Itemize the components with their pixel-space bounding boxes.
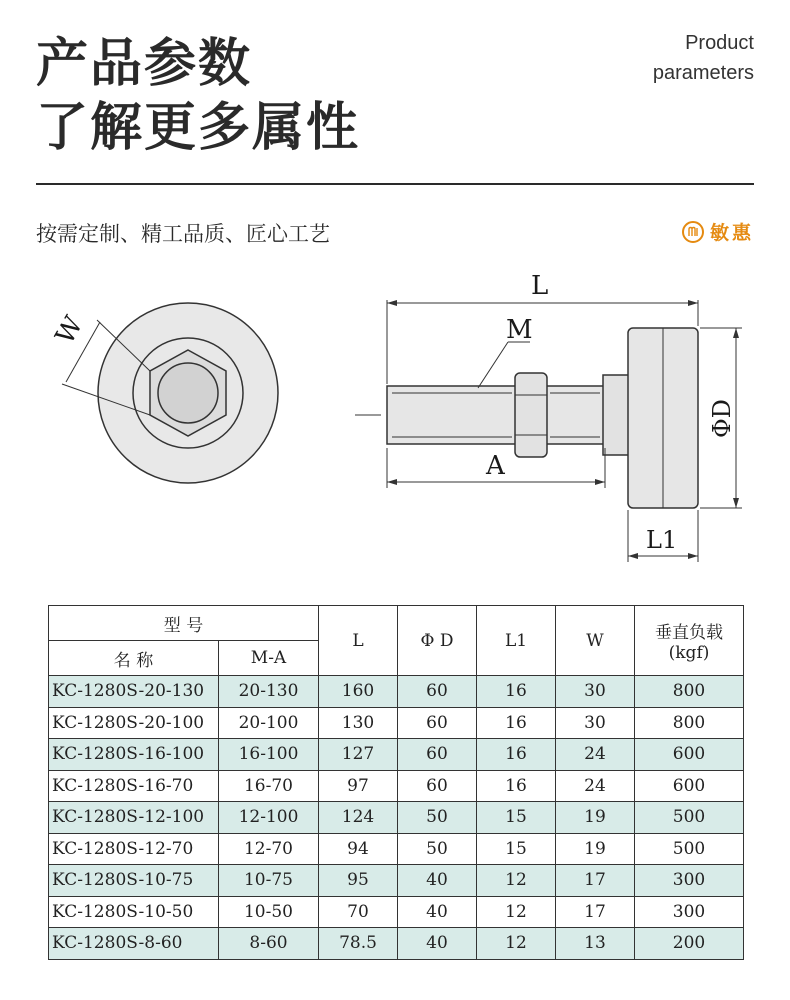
cell-name: KC-1280S-12-100 — [49, 802, 219, 834]
cell-ma: 10-50 — [219, 896, 319, 928]
cell-d: 60 — [398, 739, 477, 771]
page-title-line1: 产品参数 — [36, 34, 253, 94]
cell-l1: 12 — [477, 865, 556, 897]
cell-name: KC-1280S-16-100 — [49, 739, 219, 771]
brand-logo-icon — [682, 221, 704, 243]
label-m: M — [506, 315, 533, 345]
cell-w: 30 — [556, 707, 635, 739]
cell-load: 600 — [635, 739, 744, 771]
table-row — [49, 676, 744, 708]
cell-w: 30 — [556, 676, 635, 708]
header-divider — [36, 183, 754, 185]
side-view — [355, 271, 742, 562]
header-l1: L1 — [477, 606, 556, 676]
cell-ma: 12-100 — [219, 802, 319, 834]
cell-ma: 8-60 — [219, 928, 319, 960]
cell-w: 13 — [556, 928, 635, 960]
header-l: L — [319, 606, 398, 676]
cell-w: 19 — [556, 833, 635, 865]
header-ma: M-A — [219, 641, 319, 676]
product-diagram — [0, 260, 790, 580]
cell-w: 17 — [556, 865, 635, 897]
cell-l1: 15 — [477, 802, 556, 834]
cell-d: 60 — [398, 707, 477, 739]
label-a: A — [486, 451, 505, 481]
cell-load: 300 — [635, 896, 744, 928]
cell-l: 97 — [319, 770, 398, 802]
cell-load: 300 — [635, 865, 744, 897]
cell-l1: 12 — [477, 928, 556, 960]
cell-l: 160 — [319, 676, 398, 708]
header-load-line1: 垂直负载 — [655, 623, 723, 643]
header-name: 名 称 — [49, 641, 219, 676]
cell-load: 800 — [635, 676, 744, 708]
spec-table — [48, 605, 744, 960]
cell-l1: 12 — [477, 896, 556, 928]
brand — [682, 218, 754, 245]
cell-d: 60 — [398, 770, 477, 802]
cell-ma: 20-100 — [219, 707, 319, 739]
label-l: L — [531, 271, 549, 301]
cell-ma: 10-75 — [219, 865, 319, 897]
cell-name: KC-1280S-20-130 — [49, 676, 219, 708]
cell-d: 50 — [398, 802, 477, 834]
end-view — [50, 303, 278, 483]
subtitle: 按需定制、精工品质、匠心工艺 — [36, 222, 330, 246]
cell-l1: 16 — [477, 676, 556, 708]
cell-d: 40 — [398, 896, 477, 928]
header-d: Φ D — [398, 606, 477, 676]
page-title — [36, 32, 360, 160]
cell-l1: 16 — [477, 770, 556, 802]
cell-l: 130 — [319, 707, 398, 739]
table-row — [49, 833, 744, 865]
cell-name: KC-1280S-20-100 — [49, 707, 219, 739]
cell-l: 94 — [319, 833, 398, 865]
hex-nut — [515, 373, 547, 457]
page-title-english-line1: Product — [685, 32, 754, 54]
table-row — [49, 802, 744, 834]
table-row — [49, 739, 744, 771]
cell-d: 40 — [398, 928, 477, 960]
cell-load: 800 — [635, 707, 744, 739]
table-row — [49, 928, 744, 960]
cell-ma: 16-100 — [219, 739, 319, 771]
cell-ma: 16-70 — [219, 770, 319, 802]
cell-w: 24 — [556, 770, 635, 802]
cell-load: 500 — [635, 833, 744, 865]
table-row — [49, 865, 744, 897]
header-load — [635, 606, 744, 676]
cell-l1: 15 — [477, 833, 556, 865]
cell-d: 40 — [398, 865, 477, 897]
cell-ma: 12-70 — [219, 833, 319, 865]
page-title-english-line2: parameters — [652, 62, 754, 84]
cell-name: KC-1280S-10-50 — [49, 896, 219, 928]
header-w: W — [556, 606, 635, 676]
page-title-line2: 了解更多属性 — [36, 98, 361, 158]
cell-ma: 20-130 — [219, 676, 319, 708]
cell-name: KC-1280S-16-70 — [49, 770, 219, 802]
cell-load: 500 — [635, 802, 744, 834]
cell-name: KC-1280S-10-75 — [49, 865, 219, 897]
cell-l: 70 — [319, 896, 398, 928]
brand-name: 敏惠 — [709, 222, 754, 244]
label-d: ΦD — [708, 399, 736, 438]
cell-w: 17 — [556, 896, 635, 928]
cell-l: 127 — [319, 739, 398, 771]
table-row — [49, 896, 744, 928]
cell-load: 200 — [635, 928, 744, 960]
cell-l: 124 — [319, 802, 398, 834]
cell-d: 50 — [398, 833, 477, 865]
cell-l1: 16 — [477, 739, 556, 771]
header-load-line2: (kgf) — [668, 643, 710, 663]
cell-name: KC-1280S-8-60 — [49, 928, 219, 960]
cell-load: 600 — [635, 770, 744, 802]
table-header-row — [49, 606, 744, 641]
cell-w: 24 — [556, 739, 635, 771]
cell-name: KC-1280S-12-70 — [49, 833, 219, 865]
page-title-english — [653, 28, 754, 88]
cell-l1: 16 — [477, 707, 556, 739]
cell-w: 19 — [556, 802, 635, 834]
table-row — [49, 707, 744, 739]
table-row — [49, 770, 744, 802]
cell-l: 78.5 — [319, 928, 398, 960]
cell-d: 60 — [398, 676, 477, 708]
label-l1: L1 — [646, 526, 678, 554]
label-w: W — [50, 311, 90, 350]
cell-l: 95 — [319, 865, 398, 897]
header-model-group: 型 号 — [49, 606, 319, 641]
